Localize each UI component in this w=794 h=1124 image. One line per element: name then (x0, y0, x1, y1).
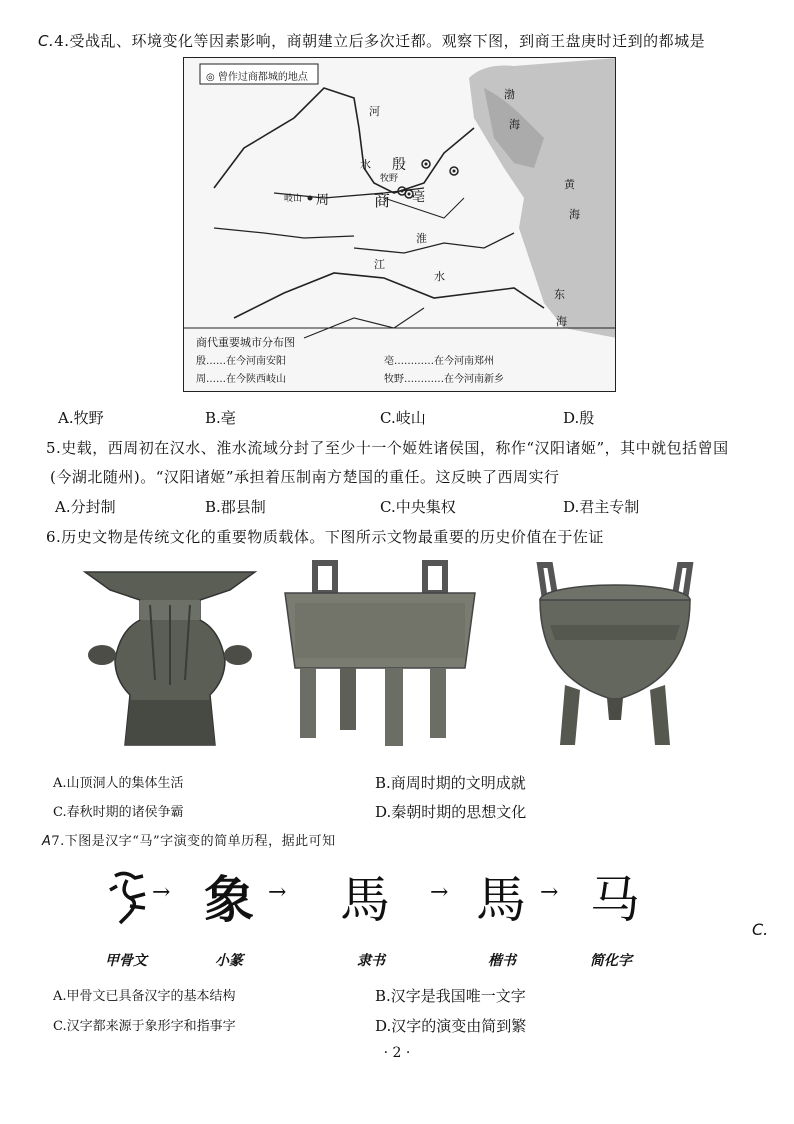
q7-text: 7.下图是汉字“马”字演变的简单历程，据此可知 (51, 834, 336, 849)
evo-arrow-1: → (152, 880, 171, 905)
label-oracle-bone: 甲骨文 (105, 953, 147, 969)
q4-option-d: D.殷 (563, 409, 595, 427)
q5-option-a: A.分封制 (55, 498, 116, 516)
label-he: 河 (369, 105, 380, 118)
q7-option-c: C.汉字都来源于象形字和指事字 (53, 1019, 236, 1034)
legend-row2-left: 周……在今陕西岐山 (196, 374, 286, 385)
label-huai: 淮 (416, 232, 427, 245)
label-shui: 水 (360, 158, 371, 171)
q7-option-a: A.甲骨文已具备汉字的基本结构 (53, 989, 236, 1004)
q5-line2: (今湖北随州)。“汉阳诸姬”承担着压制南方楚国的重任。这反映了西周实行 (50, 468, 560, 486)
q6-text: 6.历史文物是传统文化的重要物质载体。下图所示文物最重要的历史价值在于佐证 (46, 528, 604, 546)
q4-text: 4.受战乱、环境变化等因素影响，商朝建立后多次迁都。观察下图，到商王盘庚时迁到的都城是 (54, 32, 706, 50)
label-clerical: 隶书 (357, 953, 385, 969)
evo-glyph-clerical: 馬 (340, 871, 390, 929)
label-dong: 东 (554, 288, 565, 301)
q7-option-d: D.汉字的演变由简到繁 (375, 1017, 527, 1035)
label-shui2: 水 (434, 270, 445, 283)
oracle-bone-horse-glyph (105, 868, 155, 928)
map-legend-title: ◎ 曾作过商都城的地点 (206, 72, 308, 83)
q5-option-c: C.中央集权 (380, 498, 456, 516)
label-shang: 商 (374, 191, 391, 210)
label-hai: 海 (509, 118, 520, 131)
q6-option-d: D.秦朝时期的思想文化 (375, 803, 527, 821)
label-hai3: 海 (556, 315, 567, 328)
legend-row1-left: 殷……在今河南安阳 (196, 356, 286, 367)
legend-row1-right: 亳…………在今河南郑州 (384, 356, 494, 367)
legend-row2-right: 牧野…………在今河南新乡 (384, 374, 504, 385)
bronze-round-ding (535, 560, 695, 750)
bronze-square-ding (280, 558, 480, 748)
label-zhou: 周 (316, 193, 330, 208)
label-regular: 楷书 (488, 953, 516, 969)
q7-line (42, 830, 336, 849)
label-small-seal: 小篆 (215, 953, 243, 969)
shang-city-map (183, 57, 616, 392)
q5-option-b: B.郡县制 (205, 498, 266, 516)
label-huang: 黄 (564, 178, 575, 191)
map-title: 商代重要城市分布图 (196, 336, 295, 349)
label-jiang: 江 (374, 258, 385, 271)
label-bo-hai: 渤 (504, 88, 515, 101)
q5-line1: 5.史载，西周初在汉水、淮水流域分封了至少十一个姬姓诸侯国，称作“汉阳诸姬”，其中就包括曾国 (46, 439, 729, 457)
q4-option-b: B.亳 (205, 409, 236, 427)
evo-glyph-seal: 象 (204, 870, 254, 929)
q4-line (38, 30, 705, 51)
q6-option-c: C.春秋时期的诸侯争霸 (53, 805, 184, 820)
q6-option-b: B.商周时期的文明成就 (375, 774, 526, 792)
evo-glyph-regular: 馬 (476, 871, 526, 929)
side-answer-mark: C. (752, 920, 769, 939)
evo-arrow-2: → (268, 880, 287, 905)
label-muye: 牧野 (380, 174, 399, 184)
q7-option-b: B.汉字是我国唯一文字 (375, 987, 526, 1005)
q7-answer-mark: A (42, 834, 52, 849)
q4-answer-mark: C. (38, 32, 55, 50)
label-yin: 殷 (392, 157, 406, 173)
label-bo: 亳 (412, 190, 426, 205)
label-qishan: 岐山 (284, 194, 303, 204)
label-simplified: 简化字 (590, 953, 632, 969)
evo-arrow-3: → (430, 880, 449, 905)
label-hai2: 海 (569, 208, 580, 221)
bronze-zun-vessel (80, 560, 260, 750)
evo-glyph-simplified: 马 (590, 871, 640, 929)
q5-option-d: D.君主专制 (563, 498, 640, 516)
evo-arrow-4: → (540, 880, 559, 905)
q6-option-a: A.山顶洞人的集体生活 (53, 776, 184, 791)
q4-option-a: A.牧野 (58, 409, 104, 427)
page-number: · 2 · (383, 1045, 411, 1061)
q4-option-c: C.岐山 (380, 409, 426, 427)
